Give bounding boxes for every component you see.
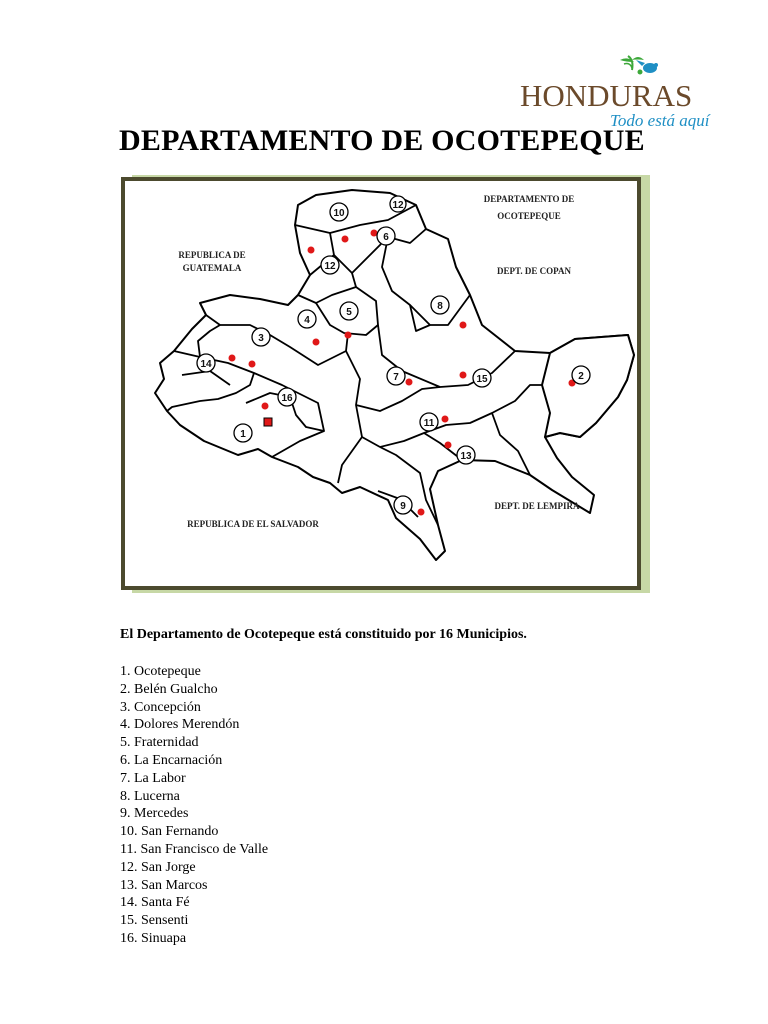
list-item: 5. Fraternidad — [120, 735, 199, 751]
list-item: 7. La Labor — [120, 770, 186, 786]
marker-10: 10 — [333, 208, 345, 219]
list-item: 13. San Marcos — [120, 877, 208, 893]
marker-11: 11 — [423, 418, 435, 429]
list-item: 9. Mercedes — [120, 806, 189, 822]
marker-7: 7 — [393, 372, 399, 383]
list-item: 1. Ocotepeque — [120, 664, 201, 679]
marker-12a: 12 — [392, 200, 404, 211]
label-guatemala-line2: GUATEMALA — [182, 263, 242, 273]
logo-brand: HONDURAS — [520, 78, 693, 113]
honduras-logo — [516, 54, 716, 130]
intro-text: El Departamento de Ocotepeque está constituido por 16 Municipios. — [120, 627, 527, 642]
marker-1: 1 — [240, 429, 246, 440]
municipality-list — [120, 663, 268, 948]
marker-14: 14 — [200, 359, 212, 370]
list-item: 12. San Jorge — [120, 859, 196, 875]
marker-13: 13 — [460, 451, 472, 462]
label-guatemala-line1: REPUBLICA DE — [178, 250, 246, 260]
list-item: 2. Belén Gualcho — [120, 681, 218, 697]
marker-16: 16 — [281, 393, 293, 404]
list-item: 11. San Francisco de Valle — [120, 841, 269, 857]
marker-6: 6 — [383, 232, 389, 243]
marker-5: 5 — [346, 307, 352, 318]
list-item: 14. Santa Fé — [120, 895, 190, 911]
list-item: 6. La Encarnación — [120, 752, 223, 768]
department-map — [120, 175, 650, 593]
label-lempira: DEPT. DE LEMPIRA — [494, 501, 580, 511]
page-title: DEPARTAMENTO DE OCOTEPEQUE — [119, 124, 645, 157]
logo-tagline: Todo está aquí — [610, 111, 710, 130]
list-item: 15. Sensenti — [120, 913, 189, 929]
marker-4: 4 — [304, 315, 310, 326]
marker-15: 15 — [476, 374, 488, 385]
map-title-line1: DEPARTAMENTO DE — [483, 194, 575, 204]
marker-12b: 12 — [324, 261, 336, 272]
marker-8: 8 — [437, 301, 443, 312]
map-title-line2: OCOTEPEQUE — [497, 211, 561, 221]
list-item: 3. Concepción — [120, 699, 201, 715]
label-copan: DEPT. DE COPAN — [497, 266, 571, 276]
list-item: 10. San Fernando — [120, 824, 219, 840]
palm-tree-and-bird-icon — [620, 56, 658, 75]
list-item: 16. Sinuapa — [120, 930, 187, 946]
list-item: 8. Lucerna — [120, 788, 180, 804]
list-item: 4. Dolores Merendón — [120, 717, 240, 733]
marker-2: 2 — [578, 371, 584, 382]
label-el-salvador: REPUBLICA DE EL SALVADOR — [187, 519, 319, 529]
marker-9: 9 — [400, 501, 406, 512]
marker-3: 3 — [258, 333, 264, 344]
